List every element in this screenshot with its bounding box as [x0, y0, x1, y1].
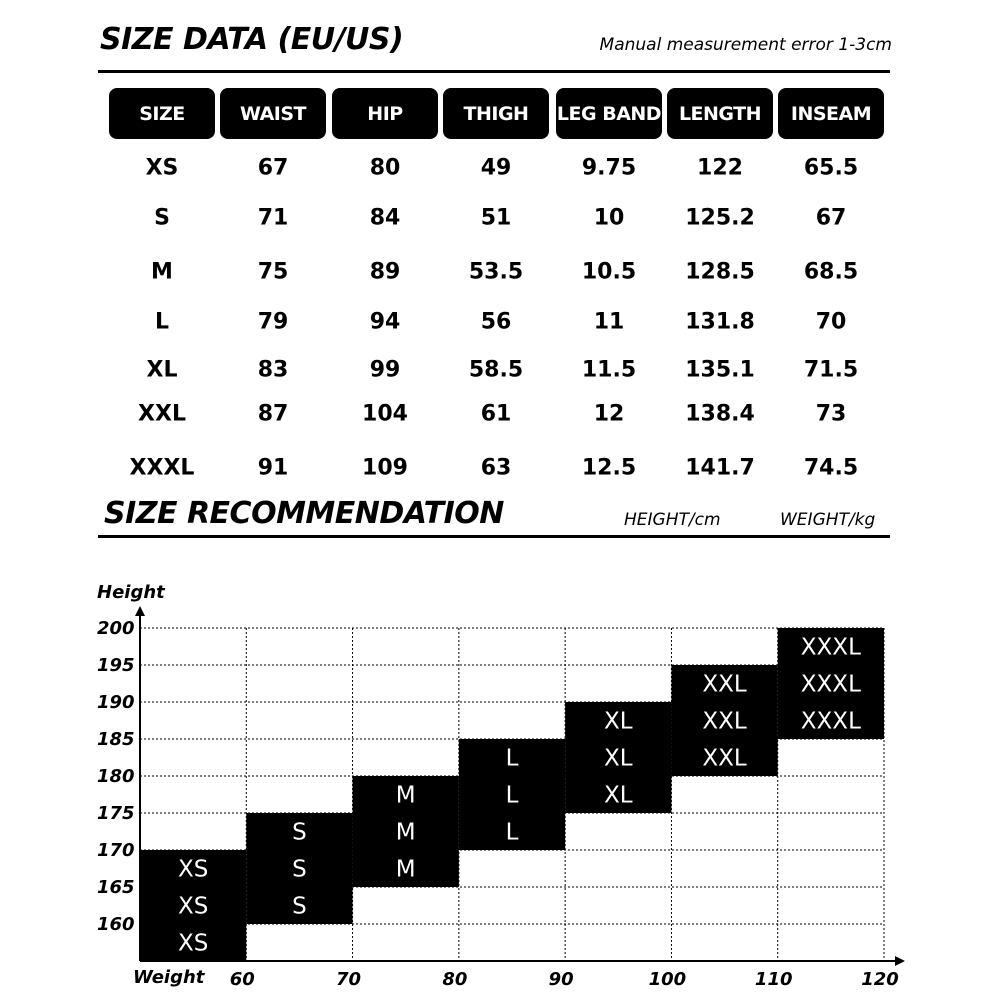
table-cell: 128.5: [685, 259, 755, 285]
table-cell: 141.7: [685, 455, 755, 481]
column-header-leg-band: LEG BAND: [556, 88, 662, 139]
size-recommendation-title: SIZE RECOMMENDATION: [104, 496, 504, 531]
column-header-hip: HIP: [332, 88, 438, 139]
table-cell: 51: [480, 205, 512, 231]
table-cell: 12: [593, 401, 625, 427]
table-cell: 125.2: [685, 205, 755, 231]
column-header-waist: WAIST: [220, 88, 326, 139]
x-tick-label: 60: [229, 969, 255, 990]
table-cell: 104: [362, 401, 408, 427]
size-cell-label: L: [505, 819, 519, 846]
table-cell: 91: [257, 455, 289, 481]
table-cell: 70: [815, 309, 847, 335]
table-cell: 73: [815, 401, 847, 427]
x-axis-title: Weight: [133, 967, 205, 988]
table-cell: 61: [480, 401, 512, 427]
table-cell: 10: [593, 205, 625, 231]
size-cell-label: XS: [177, 930, 209, 957]
y-axis-arrow: [135, 606, 145, 616]
size-cell-label: S: [292, 819, 307, 846]
size-cell-label: M: [395, 856, 416, 883]
y-axis-title: Height: [97, 582, 165, 603]
table-cell: 56: [480, 309, 512, 335]
table-cell: 79: [257, 309, 289, 335]
table-cell: XL: [146, 357, 178, 383]
table-cell: 67: [257, 155, 289, 181]
size-cell-label: L: [505, 745, 519, 772]
table-cell: 74.5: [803, 455, 859, 481]
size-cell-label: XXXL: [800, 671, 861, 698]
size-cell-label: L: [505, 782, 519, 809]
table-cell: S: [154, 205, 170, 231]
size-cell-label: XL: [603, 745, 633, 772]
x-tick-label: 70: [336, 969, 362, 990]
size-cell-label: S: [292, 893, 307, 920]
y-tick-label: 160: [97, 914, 135, 935]
table-cell: 109: [362, 455, 408, 481]
table-cell: 71.5: [803, 357, 859, 383]
table-cell: 131.8: [685, 309, 755, 335]
y-tick-label: 170: [97, 840, 135, 861]
table-cell: 80: [369, 155, 401, 181]
size-cell-label: XS: [177, 893, 209, 920]
table-cell: 87: [257, 401, 289, 427]
table-cell: 63: [480, 455, 512, 481]
table-cell: 58.5: [468, 357, 524, 383]
size-data-title: SIZE DATA (EU/US): [100, 22, 404, 57]
table-cell: XXXL: [129, 455, 195, 481]
table-cell: 68.5: [803, 259, 859, 285]
y-tick-label: 195: [97, 655, 135, 676]
table-cell: 99: [369, 357, 401, 383]
table-cell: 94: [369, 309, 401, 335]
size-cell-label: XXXL: [800, 634, 861, 661]
table-cell: 83: [257, 357, 289, 383]
size-cell-label: M: [395, 819, 416, 846]
size-cell-label: XL: [603, 782, 633, 809]
weight-unit-label: WEIGHT/kg: [780, 510, 876, 530]
height-unit-label: HEIGHT/cm: [624, 510, 721, 530]
table-cell: 12.5: [581, 455, 637, 481]
table-cell: XS: [145, 155, 179, 181]
table-cell: 84: [369, 205, 401, 231]
x-tick-label: 100: [648, 969, 687, 990]
size-cell-label: XXXL: [800, 708, 861, 735]
y-tick-label: 190: [97, 692, 135, 713]
table-cell: 9.75: [581, 155, 637, 181]
size-cell-label: M: [395, 782, 416, 809]
size-cell-label: XL: [603, 708, 633, 735]
table-cell: M: [151, 259, 173, 285]
size-cell-label: XXL: [702, 671, 747, 698]
y-tick-label: 175: [97, 803, 135, 824]
column-header-inseam: INSEAM: [778, 88, 884, 139]
table-cell: 53.5: [468, 259, 524, 285]
table-cell: 10.5: [581, 259, 637, 285]
size-cell-label: S: [292, 856, 307, 883]
x-tick-label: 80: [442, 969, 468, 990]
size-cell-label: XXL: [702, 745, 747, 772]
y-tick-label: 165: [97, 877, 135, 898]
size-cell-label: XXL: [702, 708, 747, 735]
x-tick-label: 120: [861, 969, 899, 990]
y-tick-label: 200: [97, 618, 135, 639]
table-cell: 122: [697, 155, 743, 181]
table-cell: 67: [815, 205, 847, 231]
y-tick-label: 180: [97, 766, 135, 787]
column-header-thigh: THIGH: [443, 88, 549, 139]
table-cell: 75: [257, 259, 289, 285]
table-cell: 11.5: [581, 357, 637, 383]
y-tick-label: 185: [97, 729, 135, 750]
size-cell-label: XS: [177, 856, 209, 883]
x-tick-label: 110: [754, 969, 793, 990]
x-tick-label: 90: [548, 969, 574, 990]
measurement-note: Manual measurement error 1-3cm: [599, 35, 892, 55]
table-cell: 71: [257, 205, 289, 231]
table-cell: L: [154, 309, 170, 335]
table-cell: 89: [369, 259, 401, 285]
x-axis-arrow: [895, 956, 905, 966]
table-cell: 65.5: [803, 155, 859, 181]
table-cell: 49: [480, 155, 512, 181]
table-cell: 11: [593, 309, 625, 335]
table-cell: 138.4: [685, 401, 755, 427]
column-header-size: SIZE: [109, 88, 215, 139]
column-header-length: LENGTH: [667, 88, 773, 139]
table-cell: XXL: [138, 401, 186, 427]
table-cell: 135.1: [685, 357, 755, 383]
